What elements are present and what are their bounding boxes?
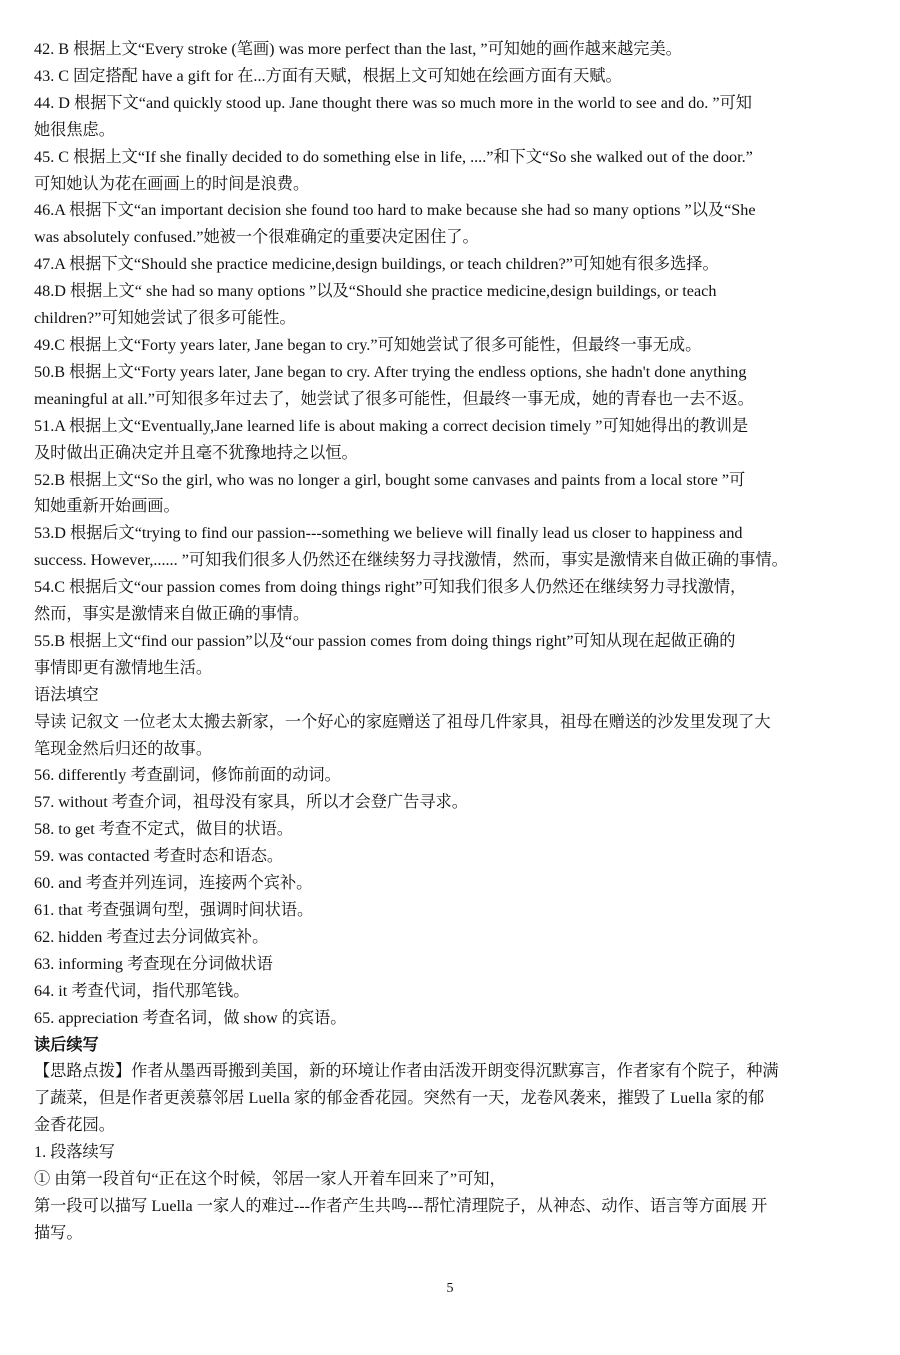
answer-line: success. However,...... ”可知我们很多人仍然还在继续努力寻找激情，然而，事实是激情来自做正确的事情。 xyxy=(34,551,788,570)
answer-line: 可知她认为花在画画上的时间是浪费。 xyxy=(34,174,310,193)
answer-line: 64. it 考查代词，指代那笔钱。 xyxy=(34,981,250,1000)
answer-line: 51.A 根据上文“Eventually,Jane learned life is about making a correct decision timely ”可知她得出的教训是 xyxy=(34,416,749,435)
answer-line: 45. C 根据上文“If she finally decided to do something else in life, ....”和下文“So she walked out of the door.” xyxy=(34,147,753,166)
answer-line: 她很焦虑。 xyxy=(34,120,115,139)
answer-line: 53.D 根据后文“trying to find our passion---something we believe will finally lead us closer to happiness and xyxy=(34,524,743,543)
answer-line: 55.B 根据上文“find our passion”以及“our passion comes from doing things right”可知从现在起做正确的 xyxy=(34,631,736,650)
answer-line: 知她重新开始画画。 xyxy=(34,497,180,516)
answer-line: 42. B 根据上文“Every stroke (笔画) was more perfect than the last, ”可知她的画作越来越完美。 xyxy=(34,40,682,58)
answer-line: 及时做出正确决定并且毫不犹豫地持之以恒。 xyxy=(34,443,358,462)
answer-line: 46.A 根据下文“an important decision she found too hard to make because she had so many options ”以及“She xyxy=(34,201,756,220)
body-line: 【思路点拨】作者从墨西哥搬到美国，新的环境让作者由活泼开朗变得沉默寡言，作者家有个院子，种满 xyxy=(34,1062,779,1081)
answer-line: was absolutely confused.”她被一个很难确定的重要决定困住了。 xyxy=(34,228,479,247)
answer-line: 60. and 考查并列连词，连接两个宾补。 xyxy=(34,874,313,893)
answer-line: 58. to get 考查不定式，做目的状语。 xyxy=(34,820,293,839)
answer-line: 47.A 根据下文“Should she practice medicine,design buildings, or teach children?”可知她有很多选择。 xyxy=(34,255,719,274)
answer-line: 43. C 固定搭配 have a gift for 在...方面有天赋，根据上文可知她在绘画方面有天赋。 xyxy=(34,66,622,85)
answer-line: 48.D 根据上文“ she had so many options ”以及“Should she practice medicine,design buildings, or teach xyxy=(34,282,717,301)
intro-line: 笔现金然后归还的故事。 xyxy=(34,739,213,758)
answer-line: 49.C 根据上文“Forty years later, Jane began to cry.”可知她尝试了很多可能性，但最终一事无成。 xyxy=(34,335,702,354)
answer-line: 59. was contacted 考查时态和语态。 xyxy=(34,847,284,866)
answer-line: 事情即更有激情地生活。 xyxy=(34,658,213,677)
answer-line: 50.B 根据上文“Forty years later, Jane began to cry. After trying the endless options, she hadn't done anything xyxy=(34,362,747,381)
body-line: ① 由第一段首句“正在这个时候，邻居一家人开着车回来了”可知， xyxy=(34,1170,506,1189)
section-heading-grammar: 语法填空 xyxy=(34,685,99,704)
answer-line: 65. appreciation 考查名词，做 show 的宾语。 xyxy=(34,1008,347,1027)
answer-line: 然而，事实是激情来自做正确的事情。 xyxy=(34,605,310,624)
answer-line: 57. without 考查介词，祖母没有家具，所以才会登广告寻求。 xyxy=(34,793,468,812)
answer-line: 44. D 根据下文“and quickly stood up. Jane thought there was so much more in the world to see and do. ”可知 xyxy=(34,93,752,112)
section-heading-continuation-writing: 读后续写 xyxy=(34,1035,99,1054)
body-line: 第一段可以描写 Luella 一家人的难过---作者产生共鸣---帮忙清理院子，从神态、动作、语言等方面展 开 xyxy=(34,1196,768,1215)
answer-line: 56. differently 考查副词，修饰前面的动词。 xyxy=(34,766,341,785)
answer-line: children?”可知她尝试了很多可能性。 xyxy=(34,309,296,328)
answer-line: 63. informing 考查现在分词做状语 xyxy=(34,954,273,973)
answer-line: meaningful at all.”可知很多年过去了，她尝试了很多可能性，但最终一事无成，她的青春也一去不返。 xyxy=(34,389,754,408)
body-line: 描写。 xyxy=(34,1223,83,1242)
body-line: 1. 段落续写 xyxy=(34,1143,115,1162)
intro-line: 导读 记叙文 一位老太太搬去新家，一个好心的家庭赠送了祖母几件家具，祖母在赠送的沙发里发现了大 xyxy=(34,712,771,731)
answer-line: 52.B 根据上文“So the girl, who was no longer a girl, bought some canvases and paints from a local store ”可 xyxy=(34,470,746,489)
answer-line: 54.C 根据后文“our passion comes from doing things right”可知我们很多人仍然还在继续努力寻找激情， xyxy=(34,578,747,597)
body-line: 金香花园。 xyxy=(34,1116,115,1135)
page-number: 5 xyxy=(446,1281,454,1296)
answer-line: 62. hidden 考查过去分词做宾补。 xyxy=(34,927,269,946)
body-line: 了蔬菜，但是作者更羡慕邻居 Luella 家的郁金香花园。突然有一天，龙卷风袭来，摧毁了 Luella 家的郁 xyxy=(34,1089,765,1108)
answer-line: 61. that 考查强调句型，强调时间状语。 xyxy=(34,901,314,919)
